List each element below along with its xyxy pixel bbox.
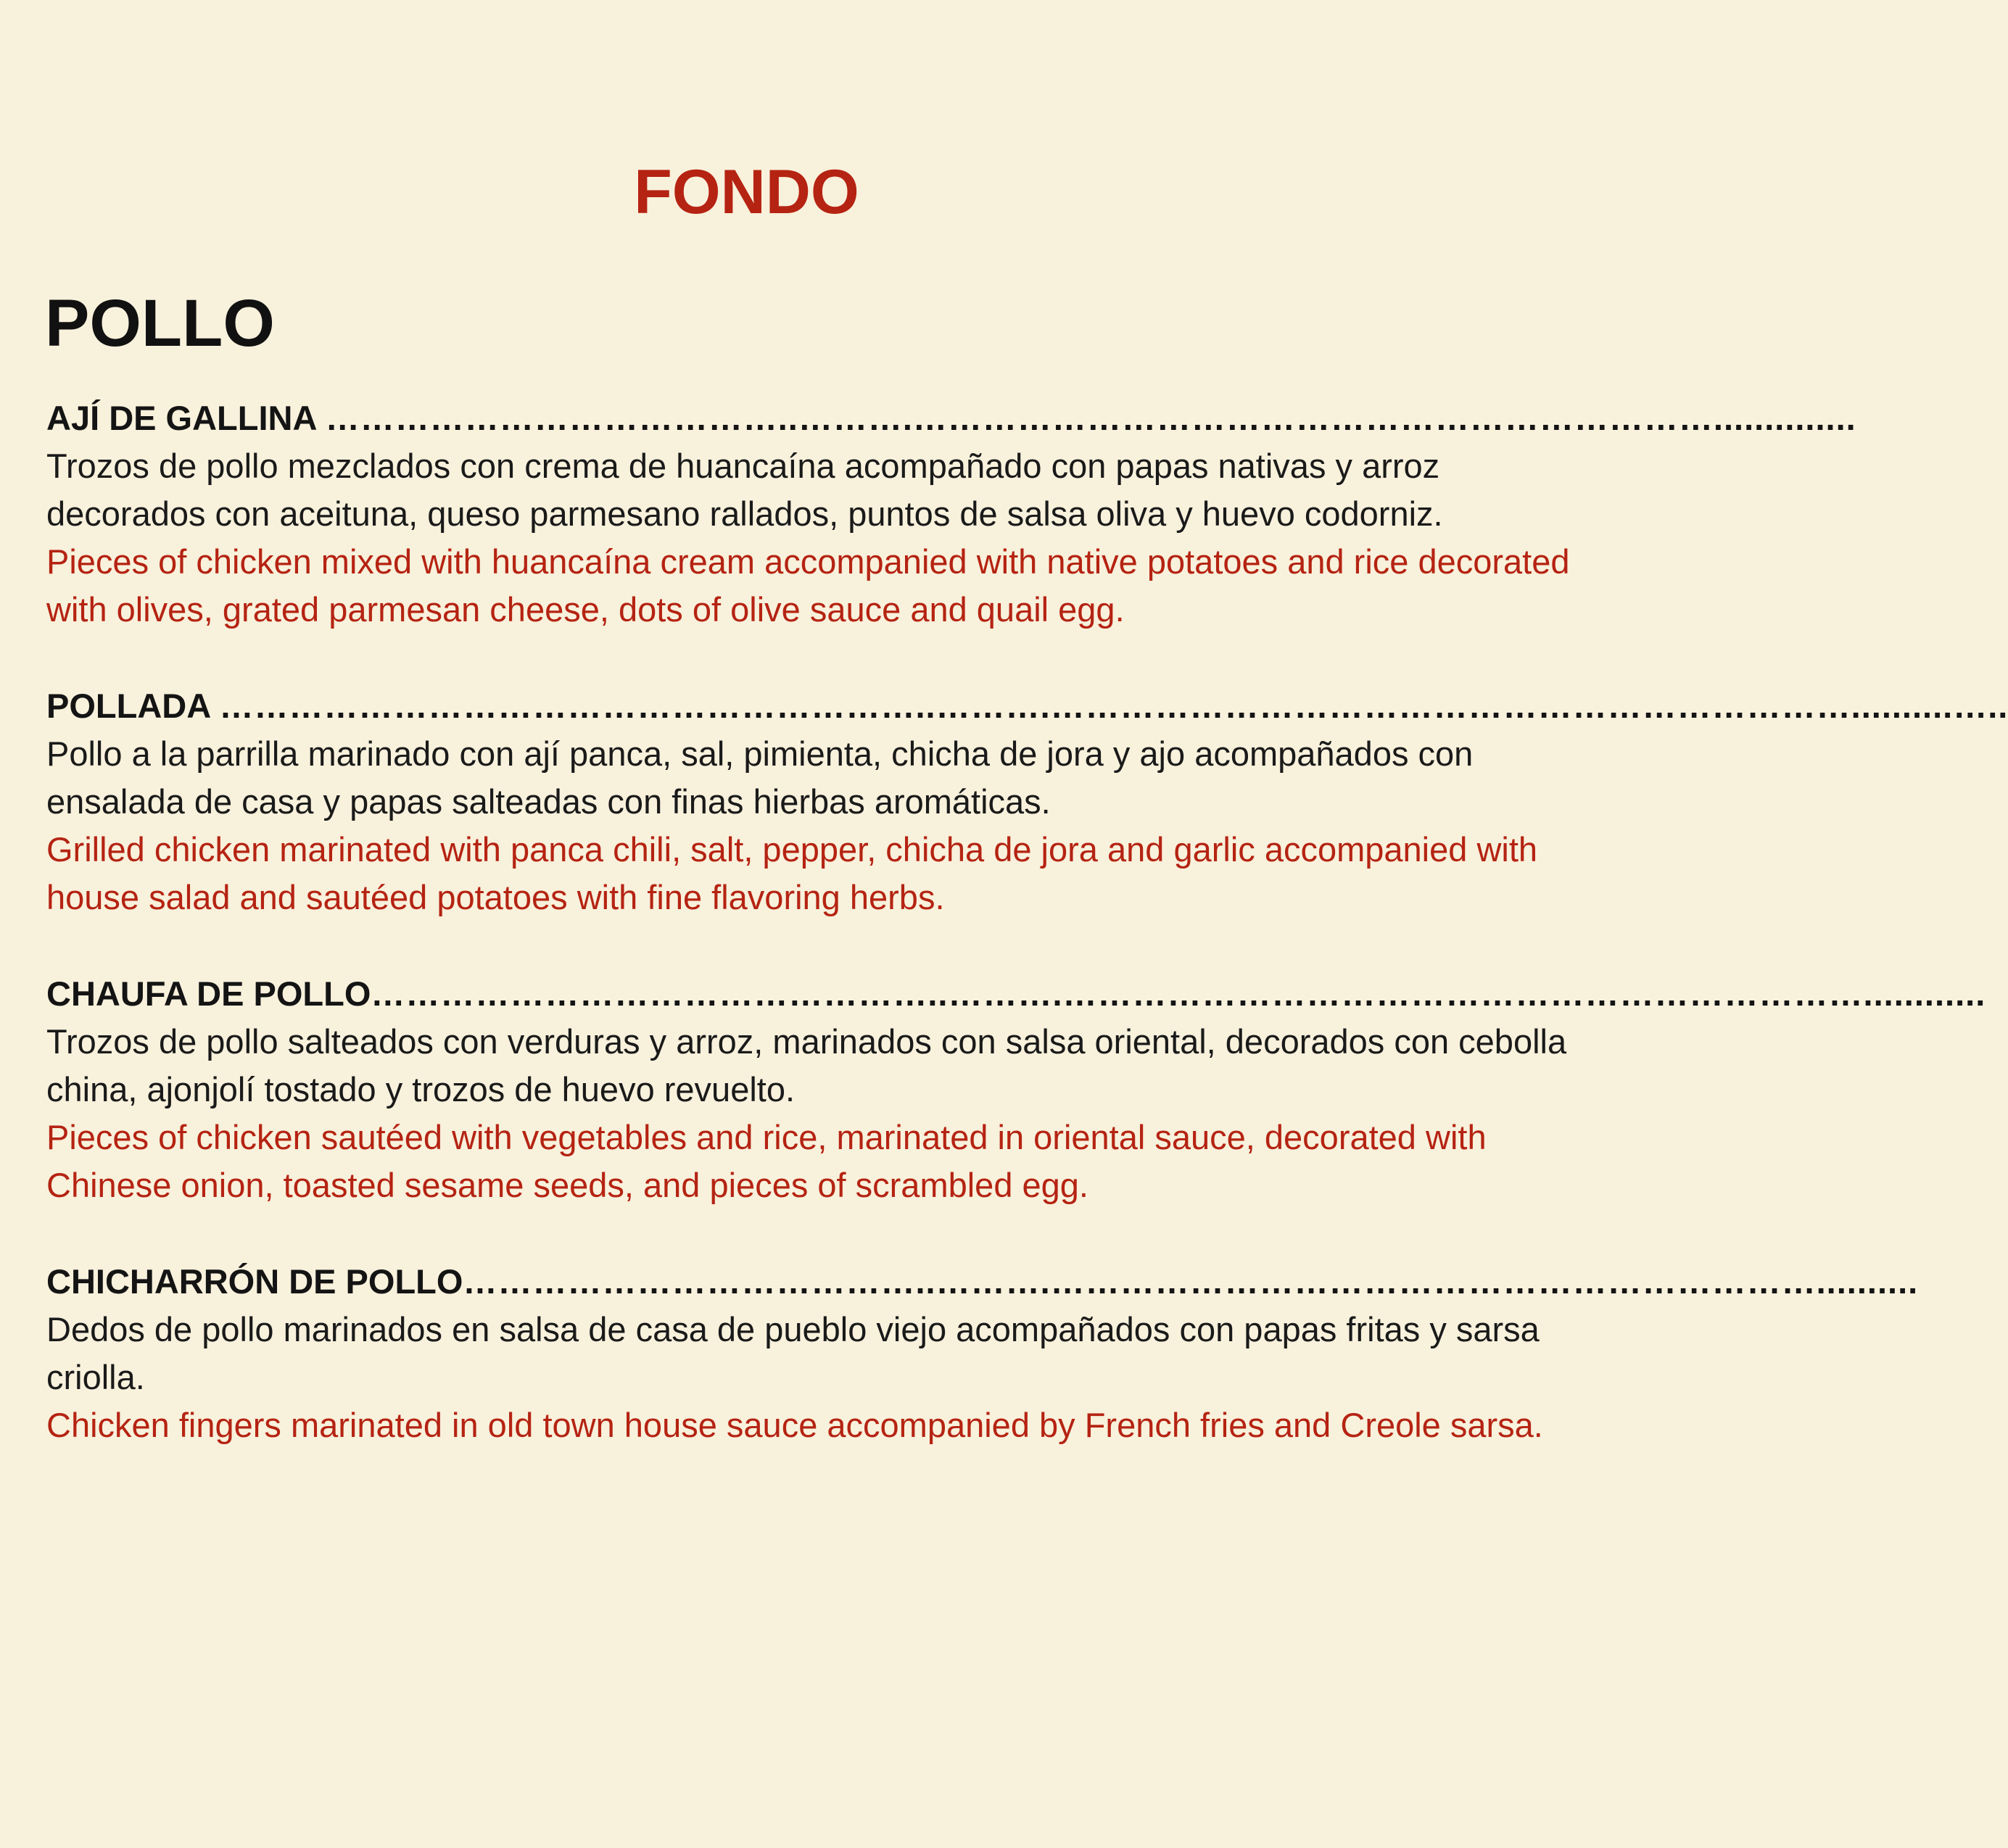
description-spanish: Trozos de pollo mezclados con crema de huancaína acompañado con papas nativas y arroz decorados con aceituna, queso parmesano rallados, puntos de salsa oliva y huevo codorniz. [46, 447, 1443, 533]
menu-item-aji-de-gallina [46, 394, 1856, 634]
description-spanish: Pollo a la parrilla marinado con ají panca, sal, pimienta, chicha de jora y ajo acompañados con ensalada de casa y papas salteadas con finas hierbas aromáticas. [46, 734, 1474, 821]
item-name: AJÍ DE GALLINA [46, 399, 326, 437]
section-title: POLLO [45, 286, 275, 360]
dot-leader: …………………………………..……….…………………………………………………………….............. [325, 399, 1856, 437]
page-heading: FONDO [634, 157, 859, 227]
dot-leader: ……………………………………………………..……….……………………………………………………………..........….. [219, 687, 2008, 725]
menu-item-chaufa-de-pollo [46, 970, 1986, 1209]
description-english: Grilled chicken marinated with panca chili, salt, pepper, chicha de jora and garlic accompanied with house salad and sautéed potatoes with fine flavoring herbs. [46, 830, 1538, 916]
dot-leader: …………………………………………..……….……………………………………………………………............ [371, 974, 1986, 1013]
description-english: Pieces of chicken sautéed with vegetables and rice, marinated in oriental sauce, decorated with Chinese onion, toasted sesame seeds, and pieces of scrambled egg. [46, 1118, 1487, 1204]
item-header [46, 1258, 1919, 1306]
menu-item-chicharron-de-pollo [46, 1258, 1919, 1449]
item-name: CHAUFA DE POLLO [46, 974, 371, 1013]
description-english: Chicken fingers marinated in old town house sauce accompanied by French fries and Creole sarsa. [46, 1406, 1543, 1444]
dot-leader: …………………………………..……….………………………………………………………….......... [463, 1262, 1919, 1301]
item-name: POLLADA [46, 687, 220, 725]
item-name: CHICHARRÓN DE POLLO [46, 1262, 463, 1301]
description-spanish: Dedos de pollo marinados en salsa de casa de pueblo viejo acompañados con papas fritas y sarsa criolla. [46, 1310, 1540, 1396]
description-english: Pieces of chicken mixed with huancaína cream accompanied with native potatoes and rice decorated with olives, grated parmesan cheese, dots of olive sauce and quail egg. [46, 542, 1570, 629]
item-header [46, 682, 2008, 730]
item-header [46, 970, 1986, 1018]
description-spanish: Trozos de pollo salteados con verduras y arroz, marinados con salsa oriental, decorados con cebolla china, ajonjolí tostado y trozos de huevo revuelto. [46, 1022, 1567, 1109]
menu-item-pollada [46, 682, 2008, 921]
item-header [46, 394, 1856, 442]
